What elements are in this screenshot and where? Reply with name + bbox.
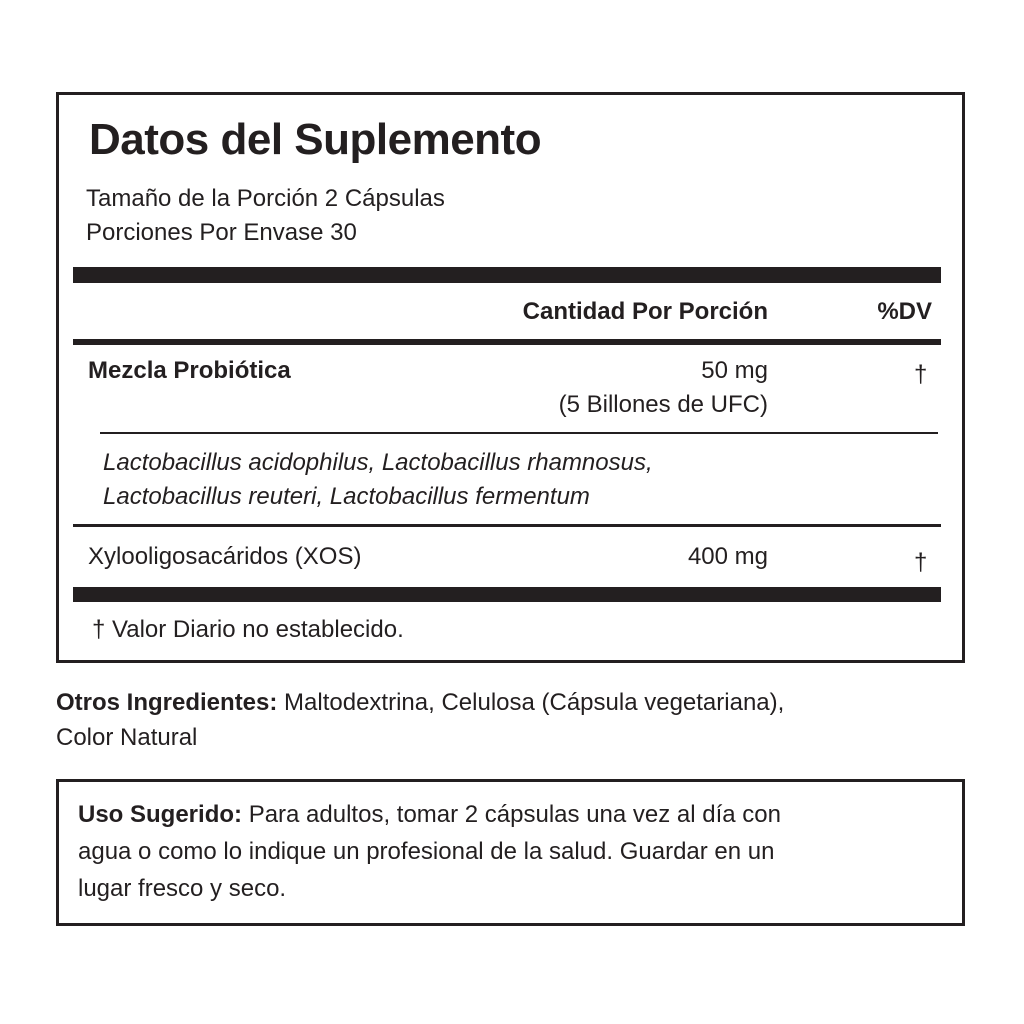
- strains-line: Lactobacillus reuteri, Lactobacillus fermentum: [103, 483, 590, 510]
- other-ingredients: [56, 689, 784, 717]
- divider: [73, 524, 941, 527]
- other-ingredients-text: Maltodextrina, Celulosa (Cápsula vegetariana),: [284, 689, 785, 716]
- strains-line: Lactobacillus acidophilus, Lactobacillus rhamnosus,: [103, 449, 653, 476]
- usage-label: Uso Sugerido:: [78, 801, 243, 828]
- thick-divider: [73, 267, 941, 283]
- supplement-facts-panel: [56, 92, 965, 663]
- other-ingredients-label: Otros Ingredientes:: [56, 689, 278, 716]
- row-name: Mezcla Probiótica: [88, 357, 291, 384]
- header-amount: Cantidad Por Porción: [522, 298, 768, 325]
- row-dv: †: [914, 361, 928, 388]
- usage-line: [78, 801, 781, 829]
- thick-divider: [73, 587, 941, 602]
- footnote: † Valor Diario no establecido.: [92, 616, 404, 643]
- panel-title: Datos del Suplemento: [89, 115, 542, 164]
- row-name: Xylooligosacáridos (XOS): [88, 543, 362, 570]
- usage-line: lugar fresco y seco.: [78, 875, 287, 902]
- row-dv: †: [914, 549, 928, 576]
- servings-per-container: Porciones Por Envase 30: [86, 219, 357, 246]
- row-amount: 400 mg: [687, 543, 768, 570]
- row-amount-sub: (5 Billones de UFC): [558, 391, 768, 418]
- thin-divider: [100, 432, 938, 434]
- row-amount: 50 mg: [701, 357, 768, 384]
- header-dv: %DV: [877, 298, 932, 325]
- suggested-use-box: [56, 779, 965, 926]
- usage-text: Para adultos, tomar 2 cápsulas una vez al día con: [248, 801, 781, 828]
- other-ingredients-text: Color Natural: [56, 724, 198, 751]
- serving-size: Tamaño de la Porción 2 Cápsulas: [86, 185, 445, 212]
- medium-divider: [73, 339, 941, 345]
- usage-line: agua o como lo indique un profesional de la salud. Guardar en un: [78, 838, 775, 865]
